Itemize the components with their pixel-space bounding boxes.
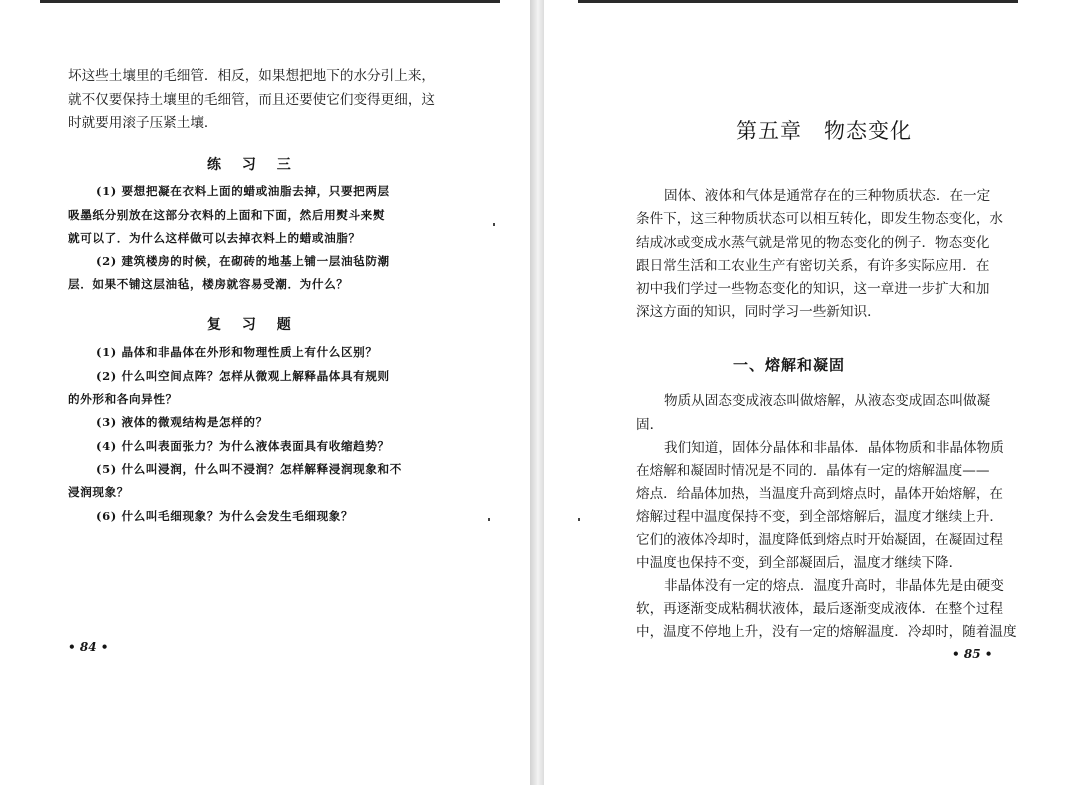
- exercise-line: (1) 要想把凝在衣料上面的蜡或油脂去掉，只要把两层: [96, 184, 390, 198]
- intro-line: 初中我们学过一些物态变化的知识，这一章进一步扩大和加: [636, 281, 990, 297]
- review-title: 复 习 题: [207, 317, 299, 333]
- body-line: 我们知道，固体分晶体和非晶体．晶体物质和非晶体物质: [664, 440, 1004, 456]
- section-title: 一、熔解和凝固: [733, 356, 846, 374]
- review-line: (2) 什么叫空间点阵？怎样从微观上解释晶体具有规则: [96, 369, 390, 383]
- review-line: (3) 液体的微观结构是怎样的？: [96, 415, 268, 429]
- scan-speck: [488, 518, 490, 521]
- exercise-line: 就可以了．为什么这样做可以去掉衣料上的蜡或油脂？: [68, 231, 361, 245]
- body-line: 中温度也保持不变，到全部凝固后，温度才继续下降．: [636, 555, 963, 571]
- body-line: 熔解过程中温度保持不变，到全部熔解后，温度才继续上升．: [636, 509, 1004, 525]
- left-page: [0, 0, 530, 785]
- body-line: 坏这些土壤里的毛细管．相反，如果想把地下的水分引上来，: [68, 68, 436, 84]
- body-line: 物质从固态变成液态叫做熔解，从液态变成固态叫做凝: [664, 393, 991, 409]
- body-line: 固．: [636, 417, 664, 433]
- intro-line: 跟日常生活和工农业生产有密切关系，有许多实际应用．在: [636, 258, 990, 274]
- intro-line: 结成冰或变成水蒸气就是常见的物态变化的例子．物态变化: [636, 235, 990, 251]
- exercise-title: 练 习 三: [207, 157, 299, 173]
- body-line: 就不仅要保持土壤里的毛细管，而且还要使它们变得更细，这: [68, 92, 436, 108]
- page-top-edge: [40, 0, 500, 3]
- exercise-line: 层．如果不铺这层油毡，楼房就容易受潮．为什么？: [68, 277, 349, 291]
- scan-speck: [578, 518, 580, 521]
- review-line: (4) 什么叫表面张力？为什么液体表面具有收缩趋势？: [96, 439, 390, 453]
- page-number: • 84 •: [68, 640, 109, 654]
- chapter-title: 第五章 物态变化: [736, 119, 912, 143]
- body-line: 非晶体没有一定的熔点．温度升高时，非晶体先是由硬变: [664, 578, 1004, 594]
- body-line: 熔点．给晶体加热，当温度升高到熔点时，晶体开始熔解，在: [636, 486, 1004, 502]
- review-line: 浸润现象？: [68, 485, 129, 499]
- intro-line: 深这方面的知识，同时学习一些新知识．: [636, 304, 881, 320]
- body-line: 时就要用滚子压紧土壤．: [68, 115, 218, 131]
- scan-speck: [493, 223, 495, 226]
- body-line: 软，再逐渐变成粘稠状液体，最后逐渐变成液体．在整个过程: [636, 601, 1004, 617]
- review-line: (5) 什么叫浸润，什么叫不浸润？怎样解释浸润现象和不: [96, 462, 402, 476]
- body-line: 在熔解和凝固时情况是不同的．晶体有一定的熔解温度——: [636, 463, 990, 479]
- right-page: [544, 0, 1080, 785]
- page-number: • 85 •: [952, 647, 993, 661]
- review-line: (6) 什么叫毛细现象？为什么会发生毛细现象？: [96, 509, 354, 523]
- book-gutter: [530, 0, 544, 785]
- intro-line: 固体、液体和气体是通常存在的三种物质状态．在一定: [664, 188, 991, 204]
- body-line: 它们的液体冷却时，温度降低到熔点时开始凝固，在凝固过程: [636, 532, 1004, 548]
- body-line: 中，温度不停地上升，没有一定的熔解温度．冷却时，随着温度: [636, 624, 1017, 640]
- review-line: (1) 晶体和非晶体在外形和物理性质上有什么区别？: [96, 345, 378, 359]
- page-top-edge: [578, 0, 1018, 3]
- exercise-line: 吸墨纸分别放在这部分衣料的上面和下面，然后用熨斗来熨: [68, 208, 386, 222]
- exercise-line: (2) 建筑楼房的时候，在砌砖的地基上铺一层油毡防潮: [96, 254, 390, 268]
- review-line: 的外形和各向异性？: [68, 392, 178, 406]
- intro-line: 条件下，这三种物质状态可以相互转化，即发生物态变化，水: [636, 211, 1004, 227]
